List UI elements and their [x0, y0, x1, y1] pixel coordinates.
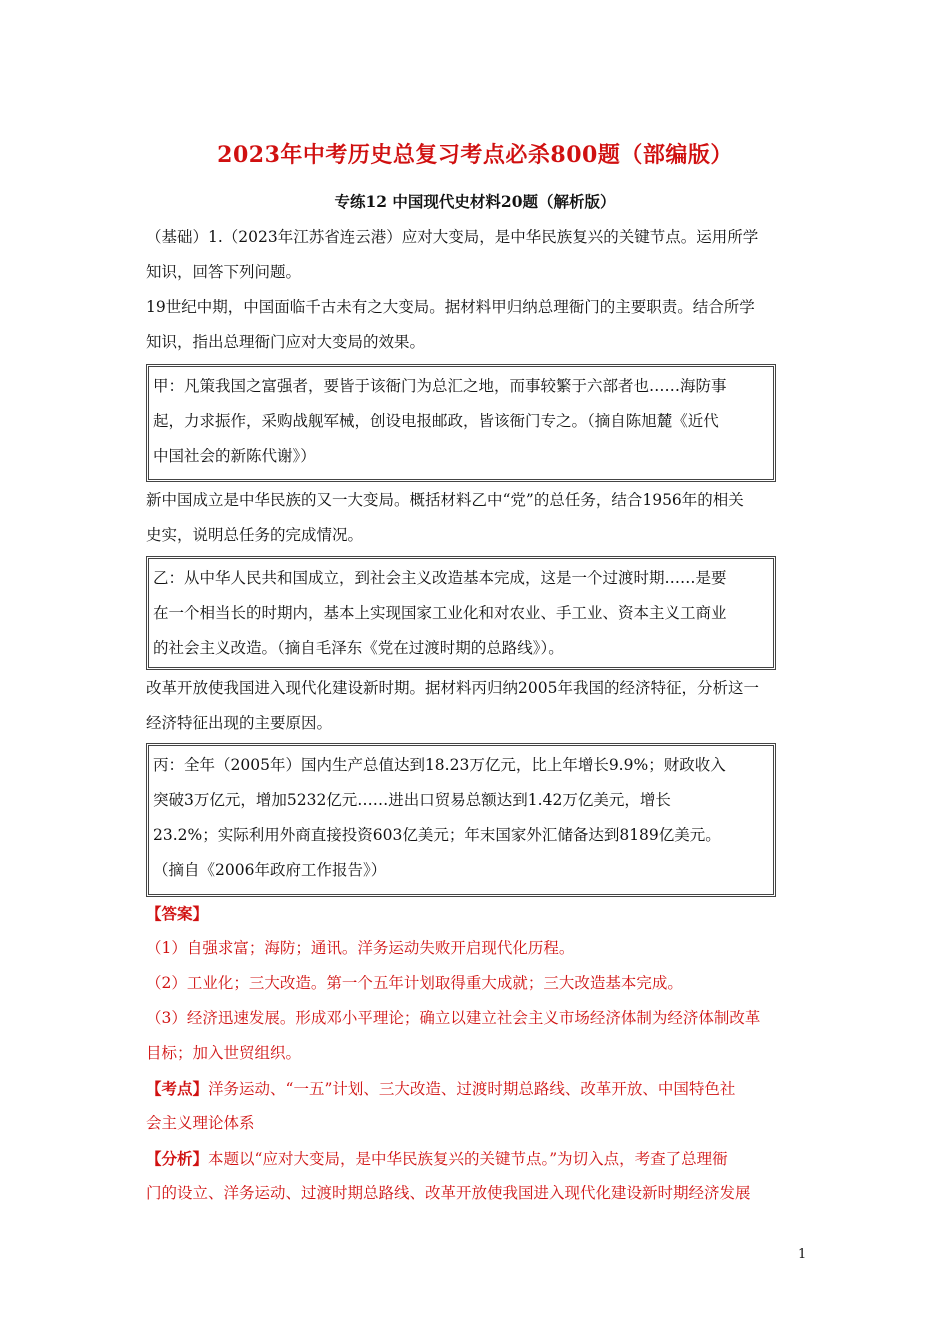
material-jia-line: 起，力求振作，采购战舰军械，创设电报邮政，皆该衙门专之。（摘自陈旭麓《近代: [153, 412, 719, 430]
material-bing-line: 丙：全年（2005年）国内生产总值达到18.23万亿元，比上年增长9.9%；财政收入: [153, 756, 726, 774]
page-number: 1: [798, 1247, 807, 1262]
fenxi-label: 【分析】: [146, 1149, 209, 1168]
answer-3-line-1: （3）经济迅速发展。形成邓小平理论；确立以建立社会主义市场经济体制为经济体制改革: [146, 1009, 761, 1027]
kaodian-line-2: 会主义理论体系: [146, 1114, 255, 1132]
material-bing-line: 23.2%；实际利用外商直接投资603亿美元；年末国家外汇储备达到8189亿美元。: [153, 826, 721, 844]
question-3-line-2: 经济特征出现的主要原因。: [146, 714, 333, 732]
material-bing-line: 突破3万亿元，增加5232亿元……进出口贸易总额达到1.42万亿美元，增长: [153, 791, 671, 809]
question-3-line-1: 改革开放使我国进入现代化建设新时期。据材料丙归纳2005年我国的经济特征，分析这一: [146, 679, 759, 697]
answer-1: （1）自强求富；海防；通讯。洋务运动失败开启现代化历程。: [146, 939, 575, 957]
answer-heading: 【答案】: [146, 904, 209, 923]
document-title: 2023年中考历史总复习考点必杀800题（部编版）: [217, 142, 733, 168]
material-jia-line: 甲：凡策我国之富强者，要皆于该衙门为总汇之地，而事较繁于六部者也……海防事: [153, 377, 727, 395]
kaodian-line-1: [146, 1071, 806, 1107]
document-subtitle: 专练12 中国现代史材料20题（解析版）: [334, 192, 616, 211]
answer-3-line-2: 目标；加入世贸组织。: [146, 1044, 302, 1062]
fenxi-line-2: 门的设立、洋务运动、过渡时期总路线、改革开放使我国进入现代化建设新时期经济发展: [146, 1184, 751, 1202]
question-intro-line-1: （基础）1.（2023年江苏省连云港）应对大变局，是中华民族复兴的关键节点。运用所学: [146, 228, 759, 246]
fenxi-text: 本题以“应对大变局，是中华民族复兴的关键节点。”为切入点，考查了总理衙: [208, 1150, 728, 1168]
material-yi-line: 在一个相当长的时期内，基本上实现国家工业化和对农业、手工业、资本主义工商业: [153, 604, 727, 622]
fenxi-line-1: [146, 1141, 806, 1177]
question-2-line-2: 史实，说明总任务的完成情况。: [146, 526, 364, 544]
material-yi-line: 的社会主义改造。（摘自毛泽东《党在过渡时期的总路线》）。: [153, 639, 564, 657]
question-intro-line-2: 知识，回答下列问题。: [146, 263, 302, 281]
kaodian-text: 洋务运动、“一五”计划、三大改造、过渡时期总路线、改革开放、中国特色社: [208, 1080, 736, 1098]
material-yi-box: [146, 556, 776, 670]
answer-2: （2）工业化；三大改造。第一个五年计划取得重大成就；三大改造基本完成。: [146, 974, 683, 992]
question-1-line-2: 知识，指出总理衙门应对大变局的效果。: [146, 333, 426, 351]
question-2-line-1: 新中国成立是中华民族的又一大变局。概括材料乙中“党”的总任务，结合1956年的相关: [146, 491, 744, 509]
material-jia-box: [146, 364, 776, 482]
material-yi-line: 乙：从中华人民共和国成立，到社会主义改造基本完成，这是一个过渡时期……是要: [153, 569, 727, 587]
material-bing-box: [146, 743, 776, 897]
kaodian-label: 【考点】: [146, 1079, 209, 1098]
material-jia-line: 中国社会的新陈代谢》）: [153, 447, 316, 465]
question-1-line-1: 19世纪中期，中国面临千古未有之大变局。据材料甲归纳总理衙门的主要职责。结合所学: [146, 298, 755, 316]
material-bing-line: （摘自《2006年政府工作报告》）: [153, 861, 387, 879]
